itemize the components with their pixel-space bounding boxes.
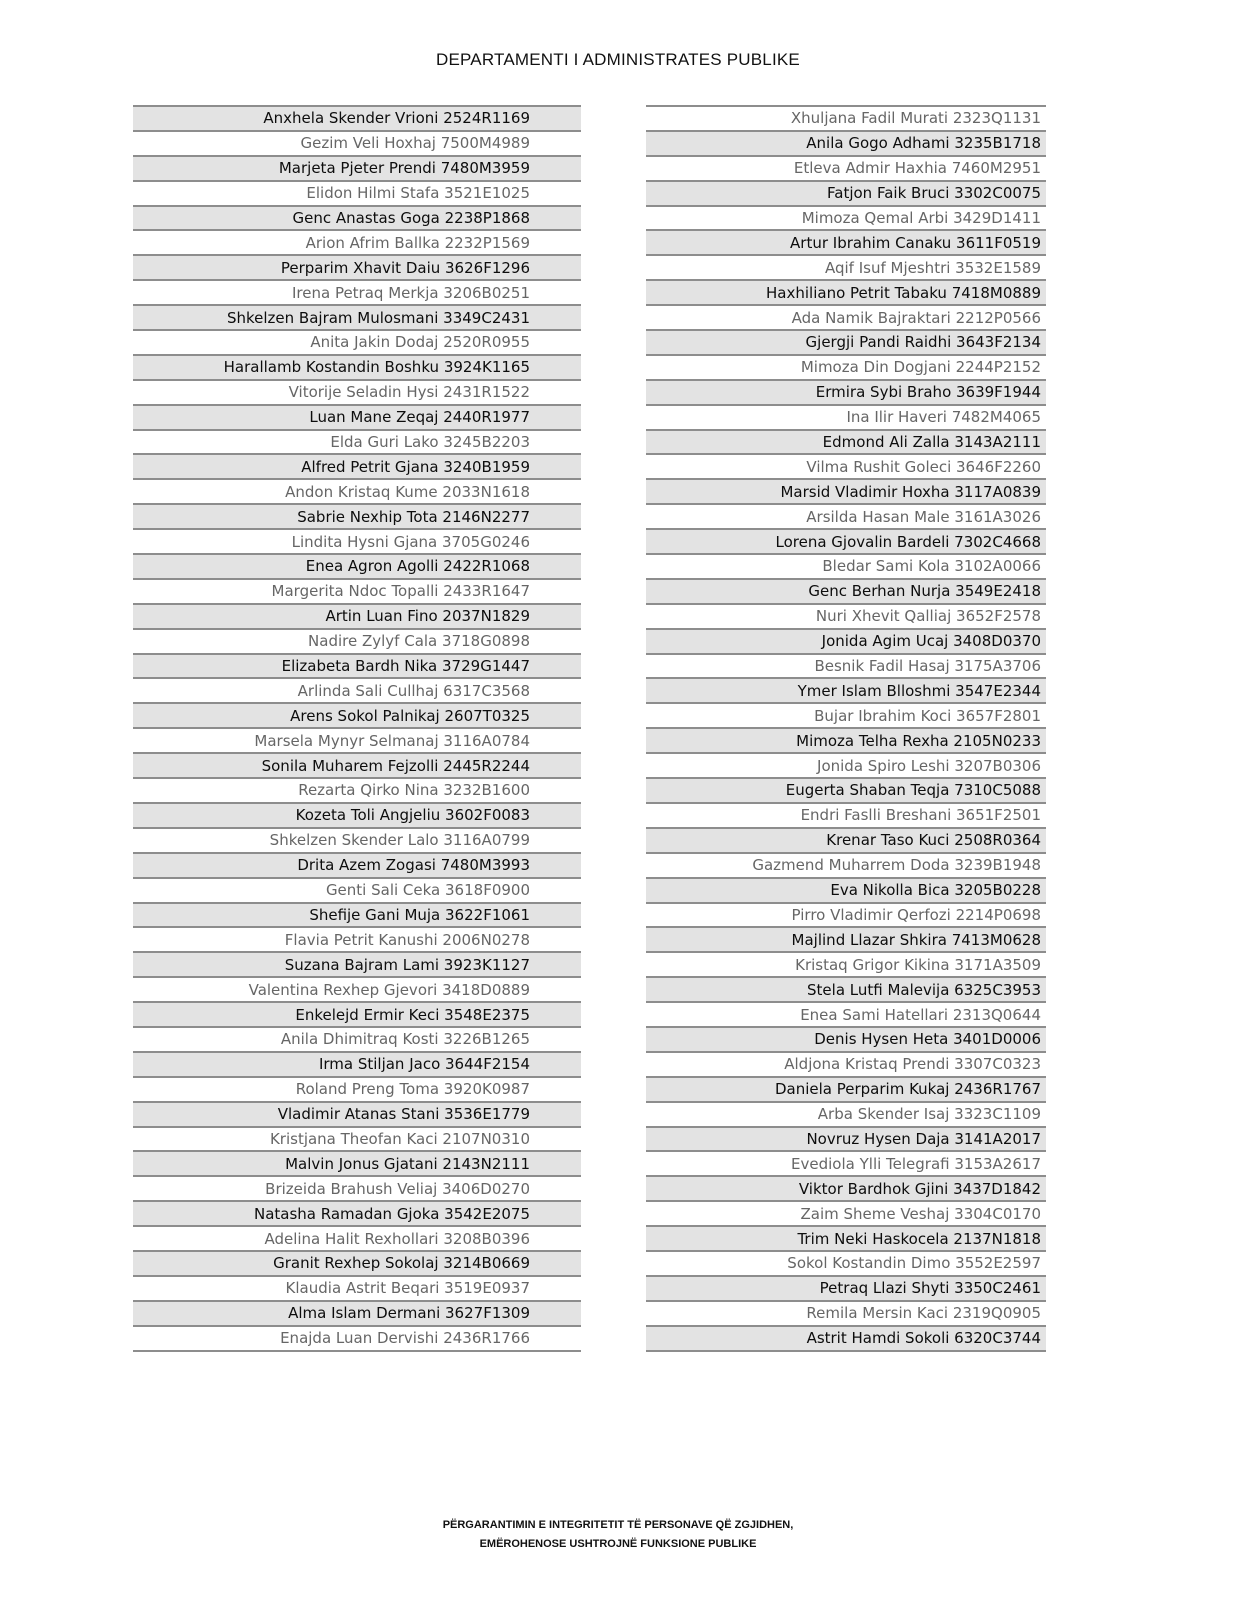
name-row — [133, 1026, 581, 1051]
name-entry: Elizabeta Bardh Nika 3729G1447 — [281, 657, 530, 676]
name-entry: Shkelzen Skender Lalo 3116A0799 — [269, 831, 530, 850]
name-entry: Nuri Xhevit Qalliaj 3652F2578 — [815, 607, 1041, 626]
name-entry: Marsela Mynyr Selmanaj 3116A0784 — [254, 731, 530, 750]
name-entry: Jonida Agim Ucaj 3408D0370 — [821, 632, 1041, 651]
name-entry: Bledar Sami Kola 3102A0066 — [822, 557, 1041, 576]
name-row — [133, 578, 581, 603]
name-entry: Elda Guri Lako 3245B2203 — [330, 433, 530, 452]
name-entry: Ermira Sybi Braho 3639F1944 — [815, 383, 1041, 402]
name-row — [646, 1101, 1046, 1126]
name-row — [133, 254, 581, 279]
name-row — [133, 354, 581, 379]
name-row — [133, 503, 581, 528]
name-row — [133, 205, 581, 230]
name-row — [646, 105, 1046, 130]
name-row — [133, 1126, 581, 1151]
name-entry: Evediola Ylli Telegrafi 3153A2617 — [791, 1154, 1041, 1173]
name-entry: Suzana Bajram Lami 3923K1127 — [284, 955, 530, 974]
footer-line-2: EMËROHENOSE USHTROJNË FUNKSIONE PUBLIKE — [479, 1538, 757, 1550]
name-entry: Enkelejd Ermir Keci 3548E2375 — [295, 1005, 530, 1024]
name-entry: Edmond Ali Zalla 3143A2111 — [822, 433, 1041, 452]
name-row — [133, 553, 581, 578]
name-row — [133, 1175, 581, 1200]
name-row — [646, 976, 1046, 1001]
name-row — [646, 852, 1046, 877]
name-row — [646, 1126, 1046, 1151]
name-entry: Genti Sali Ceka 3618F0900 — [325, 881, 530, 900]
name-entry: Majlind Llazar Shkira 7413M0628 — [791, 930, 1041, 949]
name-entry: Sokol Kostandin Dimo 3552E2597 — [787, 1254, 1041, 1273]
name-row — [646, 752, 1046, 777]
name-entry: Kozeta Toli Angjeliu 3602F0083 — [295, 806, 530, 825]
name-entry: Krenar Taso Kuci 2508R0364 — [826, 831, 1041, 850]
name-row — [133, 1150, 581, 1175]
name-row — [133, 852, 581, 877]
name-row — [646, 926, 1046, 951]
name-row — [646, 578, 1046, 603]
name-entry: Artur Ibrahim Canaku 3611F0519 — [790, 233, 1041, 252]
name-entry: Gjergji Pandi Raidhi 3643F2134 — [805, 333, 1041, 352]
name-entry: Brizeida Brahush Veliaj 3406D0270 — [265, 1179, 530, 1198]
name-row — [646, 877, 1046, 902]
name-entry: Arion Afrim Ballka 2232P1569 — [305, 233, 530, 252]
name-row — [133, 155, 581, 180]
name-row — [133, 628, 581, 653]
name-row — [133, 677, 581, 702]
name-entry: Petraq Llazi Shyti 3350C2461 — [819, 1279, 1041, 1298]
name-entry: Astrit Hamdi Sokoli 6320C3744 — [806, 1329, 1041, 1348]
name-entry: Anita Jakin Dodaj 2520R0955 — [310, 333, 530, 352]
name-row — [133, 1225, 581, 1250]
name-row — [646, 653, 1046, 678]
name-row — [133, 304, 581, 329]
name-row — [646, 329, 1046, 354]
name-entry: Granit Rexhep Sokolaj 3214B0669 — [273, 1254, 530, 1273]
name-row — [646, 354, 1046, 379]
name-row — [133, 379, 581, 404]
name-row — [646, 727, 1046, 752]
name-entry: Trim Neki Haskocela 2137N1818 — [797, 1229, 1041, 1248]
name-entry: Mimoza Din Dogjani 2244P2152 — [800, 358, 1041, 377]
name-entry: Arba Skender Isaj 3323C1109 — [817, 1105, 1041, 1124]
name-row — [646, 1275, 1046, 1300]
name-entry: Denis Hysen Heta 3401D0006 — [814, 1030, 1041, 1049]
name-row — [133, 329, 581, 354]
name-entry: Anila Gogo Adhami 3235B1718 — [806, 134, 1041, 153]
name-entry: Ina Ilir Haveri 7482M4065 — [846, 408, 1041, 427]
name-row — [133, 1200, 581, 1225]
name-row — [133, 1051, 581, 1076]
name-entry: Kristjana Theofan Kaci 2107N0310 — [269, 1129, 530, 1148]
name-row — [646, 379, 1046, 404]
name-entry: Enea Agron Agolli 2422R1068 — [305, 557, 530, 576]
name-entry: Genc Berhan Nurja 3549E2418 — [808, 582, 1041, 601]
name-entry: Vladimir Atanas Stani 3536E1779 — [277, 1105, 530, 1124]
name-entry: Irena Petraq Merkja 3206B0251 — [291, 283, 530, 302]
name-row — [133, 1325, 581, 1350]
name-row — [646, 1200, 1046, 1225]
name-entry: Ymer Islam Blloshmi 3547E2344 — [797, 681, 1041, 700]
name-entry: Besnik Fadil Hasaj 3175A3706 — [814, 657, 1041, 676]
name-entry: Sabrie Nexhip Tota 2146N2277 — [297, 507, 530, 526]
name-entry: Alfred Petrit Gjana 3240B1959 — [301, 457, 530, 476]
name-row — [133, 653, 581, 678]
name-entry: Pirro Vladimir Qerfozi 2214P0698 — [791, 905, 1041, 924]
name-row — [646, 279, 1046, 304]
name-row — [133, 1001, 581, 1026]
name-row — [646, 827, 1046, 852]
name-row — [133, 105, 581, 130]
column-bottom-rule — [646, 1350, 1046, 1352]
name-entry: Zaim Sheme Veshaj 3304C0170 — [800, 1204, 1041, 1223]
name-row — [646, 902, 1046, 927]
name-entry: Marjeta Pjeter Prendi 7480M3959 — [278, 159, 530, 178]
name-entry: Lorena Gjovalin Bardeli 7302C4668 — [775, 532, 1041, 551]
name-row — [133, 1275, 581, 1300]
name-row — [646, 205, 1046, 230]
name-entry: Perparim Xhavit Daiu 3626F1296 — [280, 258, 530, 277]
name-row — [646, 777, 1046, 802]
name-row — [646, 1300, 1046, 1325]
name-entry: Harallamb Kostandin Boshku 3924K1165 — [223, 358, 530, 377]
name-row — [133, 976, 581, 1001]
name-entry: Shefije Gani Muja 3622F1061 — [309, 905, 530, 924]
name-row — [133, 1101, 581, 1126]
name-entry: Luan Mane Zeqaj 2440R1977 — [309, 408, 530, 427]
name-row — [133, 902, 581, 927]
name-entry: Valentina Rexhep Gjevori 3418D0889 — [248, 980, 530, 999]
name-entry: Arsilda Hasan Male 3161A3026 — [806, 507, 1041, 526]
name-row — [646, 130, 1046, 155]
name-entry: Eugerta Shaban Teqja 7310C5088 — [785, 781, 1041, 800]
name-entry: Sonila Muharem Fejzolli 2445R2244 — [261, 756, 530, 775]
name-row — [133, 777, 581, 802]
name-entry: Viktor Bardhok Gjini 3437D1842 — [798, 1179, 1041, 1198]
right-name-column — [646, 105, 1046, 1352]
name-row — [646, 951, 1046, 976]
name-row — [133, 1250, 581, 1275]
name-entry: Jonida Spiro Leshi 3207B0306 — [817, 756, 1041, 775]
name-row — [646, 1076, 1046, 1101]
name-entry: Natasha Ramadan Gjoka 3542E2075 — [253, 1204, 530, 1223]
name-row — [646, 628, 1046, 653]
name-entry: Enea Sami Hatellari 2313Q0644 — [800, 1005, 1041, 1024]
name-entry: Gezim Veli Hoxhaj 7500M4989 — [300, 134, 530, 153]
name-row — [133, 1300, 581, 1325]
name-entry: Elidon Hilmi Stafa 3521E1025 — [306, 184, 530, 203]
name-entry: Remila Mersin Kaci 2319Q0905 — [806, 1304, 1041, 1323]
name-row — [133, 827, 581, 852]
name-entry: Margerita Ndoc Topalli 2433R1647 — [271, 582, 530, 601]
left-name-column — [133, 105, 581, 1352]
name-entry: Irma Stiljan Jaco 3644F2154 — [318, 1055, 530, 1074]
name-entry: Shkelzen Bajram Mulosmani 3349C2431 — [226, 308, 530, 327]
name-row — [646, 1001, 1046, 1026]
name-row — [646, 155, 1046, 180]
name-entry: Drita Azem Zogasi 7480M3993 — [297, 856, 530, 875]
name-entry: Gazmend Muharrem Doda 3239B1948 — [752, 856, 1041, 875]
name-entry: Xhuljana Fadil Murati 2323Q1131 — [790, 109, 1041, 128]
name-row — [646, 1026, 1046, 1051]
name-row — [646, 404, 1046, 429]
page-footer — [0, 1516, 1236, 1554]
name-row — [133, 429, 581, 454]
name-row — [646, 478, 1046, 503]
name-entry: Mimoza Qemal Arbi 3429D1411 — [801, 209, 1041, 227]
name-row — [133, 453, 581, 478]
name-entry: Fatjon Faik Bruci 3302C0075 — [827, 184, 1041, 203]
name-entry: Aqif Isuf Mjeshtri 3532E1589 — [825, 258, 1041, 277]
name-row — [133, 926, 581, 951]
name-entry: Enajda Luan Dervishi 2436R1766 — [280, 1329, 530, 1348]
name-row — [133, 802, 581, 827]
name-entry: Arlinda Sali Cullhaj 6317C3568 — [297, 681, 530, 700]
name-row — [646, 1175, 1046, 1200]
name-entry: Artin Luan Fino 2037N1829 — [325, 607, 530, 626]
name-entry: Malvin Jonus Gjatani 2143N2111 — [285, 1154, 530, 1173]
name-row — [646, 677, 1046, 702]
name-row — [646, 1051, 1046, 1076]
column-bottom-rule — [133, 1350, 581, 1352]
name-row — [133, 702, 581, 727]
name-entry: Alma Islam Dermani 3627F1309 — [288, 1304, 530, 1323]
name-row — [133, 603, 581, 628]
name-row — [133, 1076, 581, 1101]
name-row — [133, 229, 581, 254]
name-row — [133, 478, 581, 503]
name-entry: Stela Lutfi Malevija 6325C3953 — [807, 980, 1041, 999]
name-row — [646, 802, 1046, 827]
name-row — [133, 279, 581, 304]
name-entry: Daniela Perparim Kukaj 2436R1767 — [774, 1080, 1041, 1099]
name-entry: Anxhela Skender Vrioni 2524R1169 — [263, 109, 530, 128]
name-row — [133, 727, 581, 752]
name-row — [646, 180, 1046, 205]
name-row — [646, 1225, 1046, 1250]
name-row — [133, 528, 581, 553]
name-row — [646, 429, 1046, 454]
footer-line-1: PËRGARANTIMIN E INTEGRITETIT TË PERSONAVE QË ZGJIDHEN, — [442, 1519, 794, 1531]
name-entry: Anila Dhimitraq Kosti 3226B1265 — [280, 1030, 530, 1049]
page-title: DEPARTAMENTI I ADMINISTRATES PUBLIKE — [436, 50, 800, 69]
name-row — [133, 951, 581, 976]
name-row — [646, 603, 1046, 628]
name-entry: Vilma Rushit Goleci 3646F2260 — [806, 457, 1041, 476]
name-row — [133, 130, 581, 155]
name-entry: Rezarta Qirko Nina 3232B1600 — [298, 781, 530, 800]
name-entry: Marsid Vladimir Hoxha 3117A0839 — [780, 482, 1041, 501]
name-row — [646, 1250, 1046, 1275]
name-row — [646, 528, 1046, 553]
name-entry: Ada Namik Bajraktari 2212P0566 — [791, 308, 1041, 327]
name-row — [133, 180, 581, 205]
name-entry: Genc Anastas Goga 2238P1868 — [292, 209, 530, 227]
name-row — [646, 304, 1046, 329]
name-entry: Andon Kristaq Kume 2033N1618 — [285, 482, 530, 501]
name-entry: Adelina Halit Rexhollari 3208B0396 — [264, 1229, 530, 1248]
name-entry: Roland Preng Toma 3920K0987 — [295, 1080, 530, 1099]
name-entry: Klaudia Astrit Beqari 3519E0937 — [285, 1279, 530, 1298]
name-entry: Haxhiliano Petrit Tabaku 7418M0889 — [766, 283, 1041, 302]
name-row — [646, 702, 1046, 727]
name-entry: Endri Faslli Breshani 3651F2501 — [800, 806, 1041, 825]
name-entry: Kristaq Grigor Kikina 3171A3509 — [795, 955, 1041, 974]
name-entry: Arens Sokol Palnikaj 2607T0325 — [290, 706, 530, 725]
name-entry: Novruz Hysen Daja 3141A2017 — [806, 1129, 1041, 1148]
name-entry: Etleva Admir Haxhia 7460M2951 — [793, 159, 1041, 178]
name-entry: Nadire Zylyf Cala 3718G0898 — [308, 632, 530, 651]
name-entry: Mimoza Telha Rexha 2105N0233 — [796, 731, 1041, 750]
name-row — [646, 553, 1046, 578]
name-row — [646, 229, 1046, 254]
name-row — [646, 1150, 1046, 1175]
name-row — [646, 453, 1046, 478]
name-entry: Aldjona Kristaq Prendi 3307C0323 — [784, 1055, 1041, 1074]
name-entry: Eva Nikolla Bica 3205B0228 — [830, 881, 1041, 900]
name-entry: Lindita Hysni Gjana 3705G0246 — [291, 532, 530, 551]
name-row — [133, 877, 581, 902]
name-row — [646, 254, 1046, 279]
name-row — [133, 752, 581, 777]
name-row — [133, 404, 581, 429]
name-row — [646, 503, 1046, 528]
name-entry: Bujar Ibrahim Koci 3657F2801 — [814, 706, 1041, 725]
name-entry: Vitorije Seladin Hysi 2431R1522 — [288, 383, 530, 402]
name-row — [646, 1325, 1046, 1350]
name-entry: Flavia Petrit Kanushi 2006N0278 — [284, 930, 530, 949]
